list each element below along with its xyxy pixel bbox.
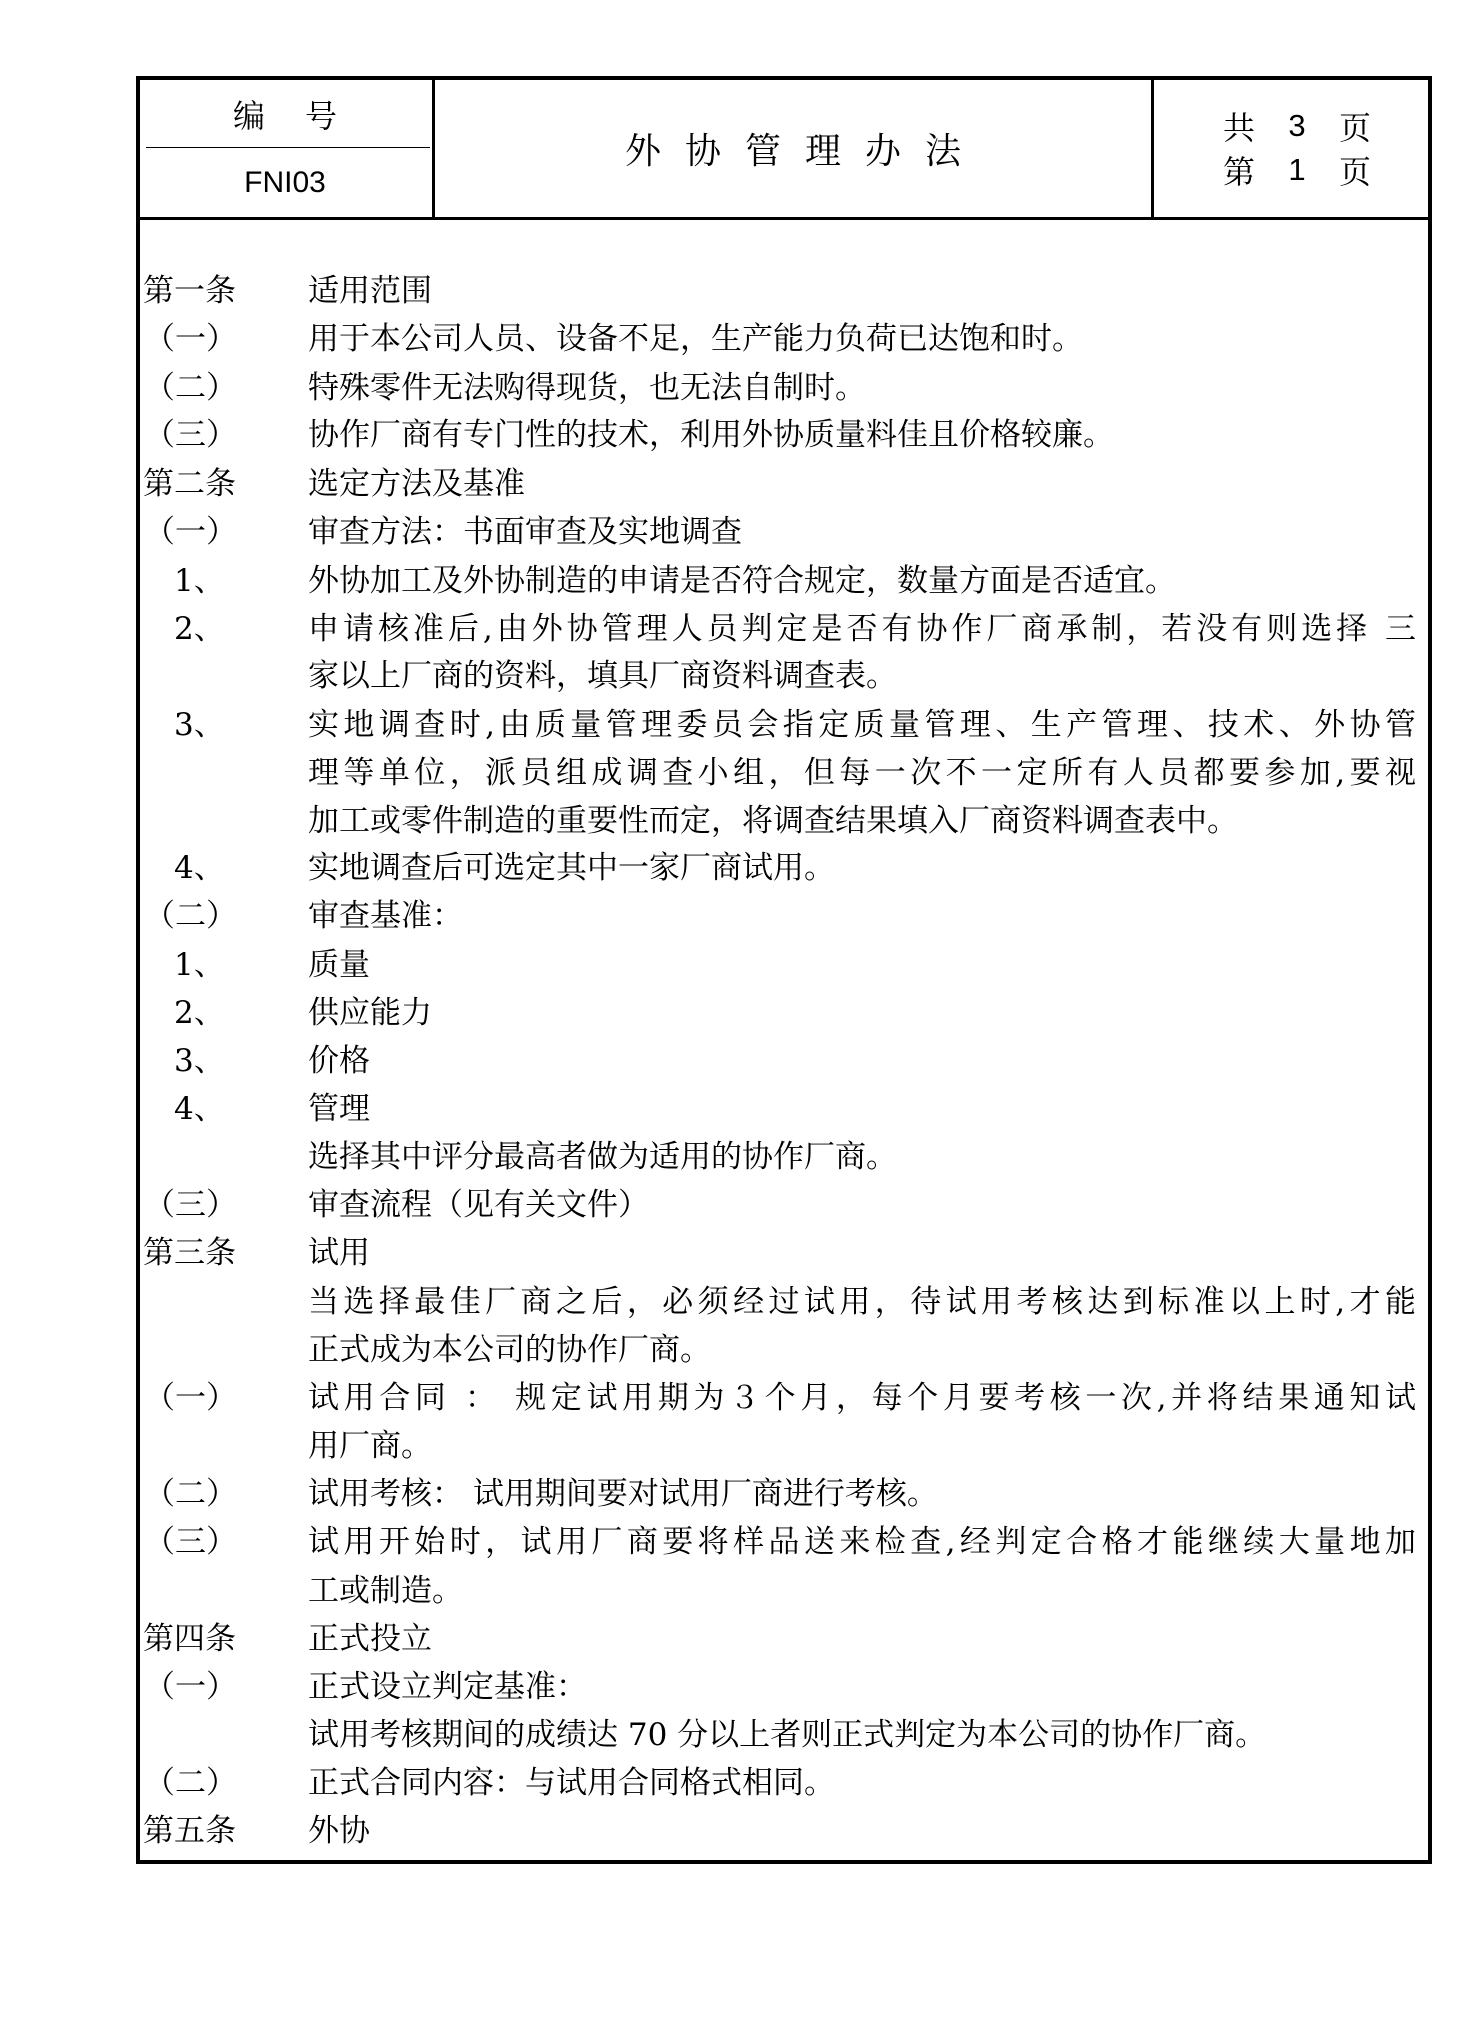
line-text: 正式设立判定基准： [308,1669,587,1705]
line-text: 正式成为本公司的协作厂商。 [308,1332,711,1368]
document-header [140,80,1428,220]
line-label: 第四条 [143,1621,236,1657]
document-line [140,1181,1428,1229]
line-label: （三） [144,1187,237,1223]
line-label: （一） [144,1669,237,1705]
document-line [140,1229,1428,1277]
document-line [140,941,1428,989]
line-label: （三） [144,1524,237,1560]
document-line [140,1807,1428,1855]
total-prefix: 共 [1222,109,1255,147]
line-text: 试用考核期间的成绩达 70 分以上者则正式判定为本公司的协作厂商。 [308,1717,1267,1753]
document-line [140,1133,1428,1181]
line-label: （二） [144,898,237,934]
current-suffix: 页 [1338,153,1371,191]
code-cell [140,80,430,217]
line-text: 供应能力 [308,995,432,1031]
document-line [140,460,1428,508]
document-line [140,701,1428,749]
line-text: 外协 [308,1813,370,1849]
line-label: （二） [144,1476,237,1512]
line-label: 2、 [174,611,225,647]
document-line [140,315,1428,363]
line-label: （二） [144,1765,237,1801]
document-line [140,1759,1428,1807]
document-line [140,1711,1428,1759]
document-line [140,1374,1428,1422]
document-line [140,1567,1428,1615]
line-label: （三） [144,417,237,453]
document-line [140,1422,1428,1470]
line-text: 申请核准后,由外协管理人员判定是否有协作厂商承制，若没有则选择 三 [308,611,1416,647]
line-label: 1、 [174,947,225,983]
line-text: 价格 [308,1043,370,1079]
document-line [140,1470,1428,1518]
page-count-cell [1151,80,1428,217]
line-text: 外协加工及外协制造的申请是否符合规定，数量方面是否适宜。 [308,563,1176,599]
line-text: 选定方法及基准 [308,466,525,502]
line-text: 试用开始时，试用厂商要将样品送来检查,经判定合格才能继续大量地加 [308,1524,1416,1560]
document-line [140,1326,1428,1374]
document-line [140,797,1428,845]
document-line [140,749,1428,797]
line-label: 3、 [174,1043,225,1079]
line-text: 审查基准： [308,898,463,934]
line-label: 第三条 [143,1235,236,1271]
line-text: 当选择最佳厂商之后，必须经过试用，待试用考核达到标准以上时,才能 [308,1284,1416,1320]
line-text: 实地调查时,由质量管理委员会指定质量管理、生产管理、技术、外协管 [308,707,1416,743]
line-text: 实地调查后可选定其中一家厂商试用。 [308,850,835,886]
line-text: 质量 [308,947,370,983]
document-line [140,557,1428,605]
line-label: （一） [144,514,237,550]
line-text: 选择其中评分最高者做为适用的协作厂商。 [308,1139,897,1175]
total-pages: 3 [1288,108,1306,143]
line-text: 正式合同内容：与试用合同格式相同。 [308,1765,835,1801]
document-line [140,844,1428,892]
line-text: 加工或零件制造的重要性而定，将调查结果填入厂商资料调查表中。 [308,803,1238,839]
title-cell [432,80,1154,217]
line-text: 试用 [308,1235,370,1271]
line-text: 用于本公司人员、设备不足，生产能力负荷已达饱和时。 [308,321,1083,357]
code-value: FNI03 [244,166,326,199]
line-label: 4、 [174,1091,225,1127]
line-label: 第二条 [143,466,236,502]
line-label: （一） [144,321,237,357]
document-line [140,1518,1428,1566]
document-line [140,1615,1428,1663]
line-label: 2、 [174,995,225,1031]
line-text: 管理 [308,1091,370,1127]
document-line [140,1037,1428,1085]
line-text: 理等单位，派员组成调查小组，但每一次不一定所有人员都要参加,要视 [308,755,1416,791]
line-label: 3、 [174,707,225,743]
document-line [140,1663,1428,1711]
line-text: 工或制造。 [308,1573,463,1609]
current-prefix: 第 [1222,153,1255,191]
line-text: 协作厂商有专门性的技术，利用外协质量料佳且价格较廉。 [308,417,1114,453]
line-label: 1、 [174,563,225,599]
document-line [140,652,1428,700]
document-line [140,411,1428,459]
document-line [140,508,1428,556]
current-page: 1 [1288,152,1306,187]
document-line [140,267,1428,315]
code-divider [146,147,430,148]
line-text: 用厂商。 [308,1428,432,1464]
line-text: 正式投立 [308,1621,432,1657]
total-pages-row [1211,104,1391,148]
line-text: 特殊零件无法购得现货，也无法自制时。 [308,370,866,406]
document-frame [136,76,1432,1864]
document-title: 外协管理办法 [624,131,985,172]
line-text: 审查方法：书面审查及实地调查 [308,514,742,550]
current-page-row [1211,148,1391,192]
line-label: （一） [144,1380,237,1416]
document-line [140,989,1428,1037]
code-label: 编号 [232,97,377,135]
line-text: 试用考核： 试用期间要对试用厂商进行考核。 [308,1476,938,1512]
line-label: 第五条 [143,1813,236,1849]
document-line [140,364,1428,412]
total-suffix: 页 [1338,109,1371,147]
line-text: 试用合同 ： 规定试用期为３个月，每个月要考核一次,并将结果通知试 [308,1380,1416,1416]
line-label: 4、 [174,850,225,886]
line-text: 家以上厂商的资料，填具厂商资料调查表。 [308,658,897,694]
document-line [140,1278,1428,1326]
line-text: 适用范围 [308,273,432,309]
document-line [140,892,1428,940]
line-label: （二） [144,370,237,406]
document-line [140,605,1428,653]
line-text: 审查流程（见有关文件） [308,1187,649,1223]
line-label: 第一条 [143,273,236,309]
document-line [140,1085,1428,1133]
